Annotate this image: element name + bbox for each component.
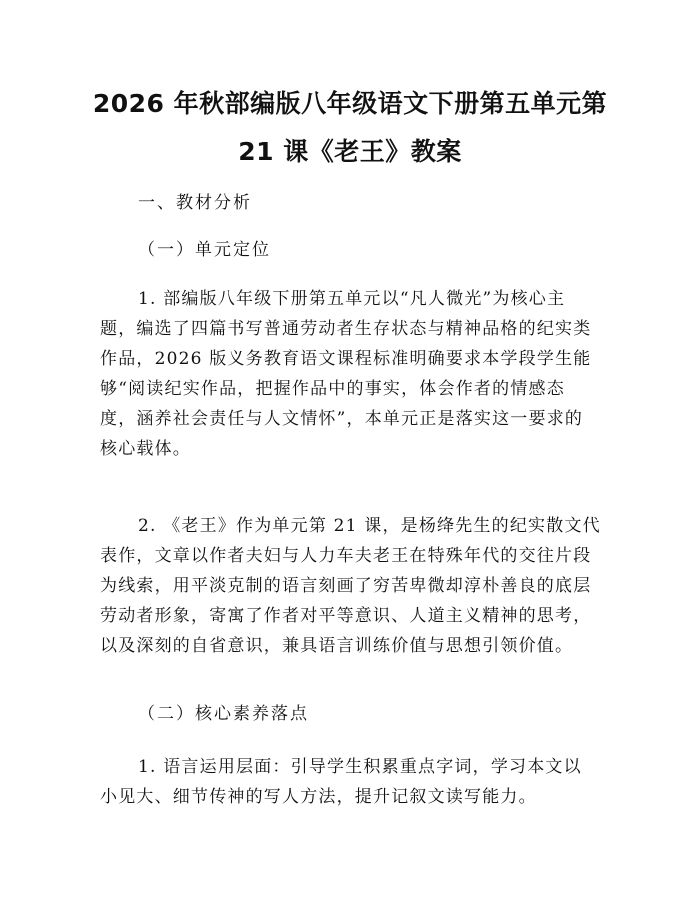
paragraph-line: 以及深刻的自省意识，兼具语言训练价值与思想引领价值。: [100, 636, 574, 656]
paragraph-line: 题，编选了四篇书写普通劳动者生存状态与精神品格的纪实类: [100, 319, 592, 339]
paragraph-language-use: [100, 752, 600, 812]
paragraph-line: 表作，文章以作者夫妇与人力车夫老王在特殊年代的交往片段: [100, 546, 592, 566]
paragraph-line: 核心载体。: [100, 439, 191, 459]
paragraph-line: 1. 部编版八年级下册第五单元以“凡人微光”为核心主: [138, 289, 566, 309]
paragraph-line: 2. 《老王》作为单元第 21 课，是杨绛先生的纪实散文代: [138, 516, 601, 536]
section-heading-textbook-analysis: 一、教材分析: [138, 193, 252, 213]
document-title-line-1: 2026 年秋部编版八年级语文下册第五单元第: [92, 89, 608, 118]
paragraph-line: 小见大、细节传神的写人方法，提升记叙文读写能力。: [100, 787, 537, 807]
subsection-heading-core-literacy: （二）核心素养落点: [138, 704, 309, 724]
document-title-line-2: 21 课《老王》教案: [238, 137, 462, 166]
paragraph-line: 为线索，用平淡克制的语言刻画了穷苦卑微却淳朴善良的底层: [100, 576, 592, 596]
paragraph-line: 度，涵养社会责任与人文情怀”，本单元正是落实这一要求的: [100, 409, 584, 429]
paragraph-lesson-overview: [100, 511, 600, 661]
paragraph-line: 作品，2026 版义务教育语文课程标准明确要求本学段学生能: [100, 349, 592, 369]
paragraph-line: 1. 语言运用层面：引导学生积累重点字词，学习本文以: [138, 757, 582, 777]
paragraph-line: 劳动者形象，寄寓了作者对平等意识、人道主义精神的思考，: [100, 606, 592, 626]
paragraph-line: 够“阅读纪实作品，把握作品中的事实，体会作者的情感态: [100, 379, 565, 399]
subsection-heading-unit-positioning: （一）单元定位: [138, 240, 271, 260]
paragraph-unit-theme: [100, 284, 600, 464]
